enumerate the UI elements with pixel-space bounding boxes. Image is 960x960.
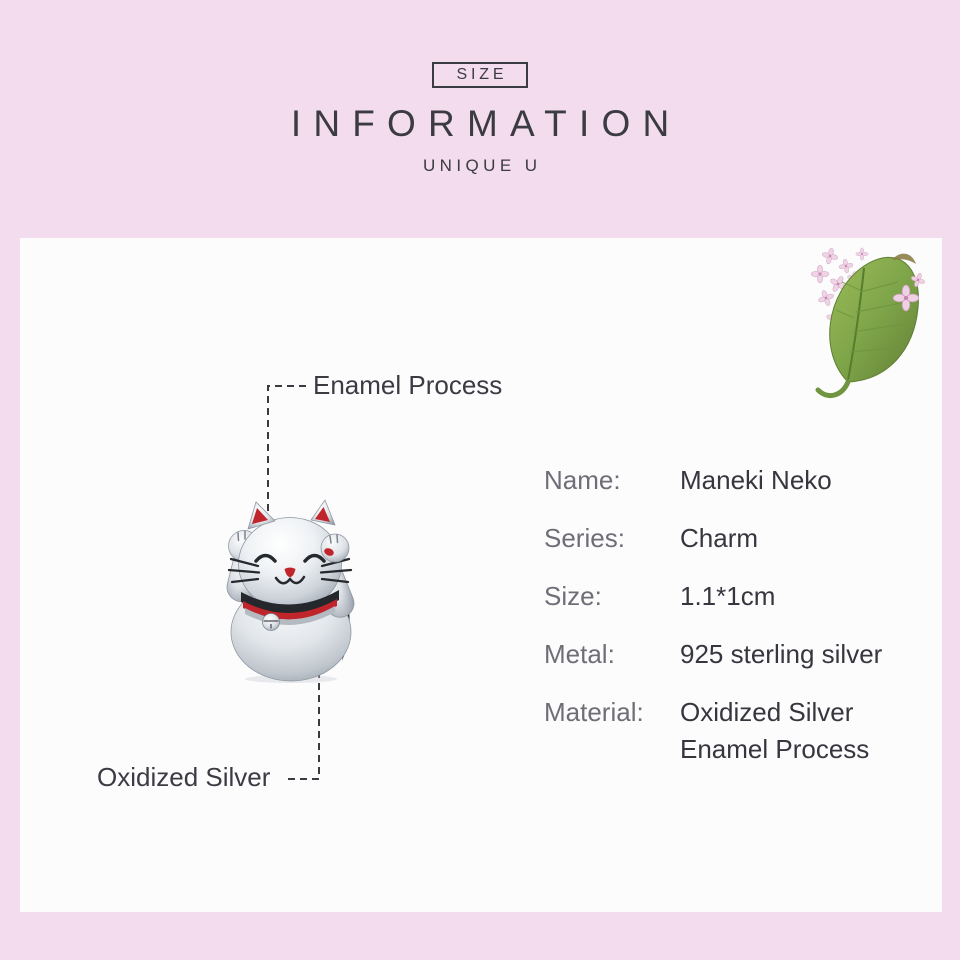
spec-value: 1.1*1cm <box>680 581 776 611</box>
spec-row-series <box>544 525 924 552</box>
spec-value-line1: Oxidized Silver <box>680 697 854 727</box>
spec-row-metal <box>544 641 924 668</box>
spec-value-line2: Enamel Process <box>680 734 870 764</box>
spec-table <box>544 467 924 794</box>
spec-value: Charm <box>680 523 759 553</box>
product-card <box>20 238 942 912</box>
spec-value: 925 sterling silver <box>680 639 883 669</box>
enamel-leader-line <box>268 386 306 514</box>
spec-row-name <box>544 467 924 494</box>
enamel-process-label: Enamel Process <box>313 370 503 400</box>
spec-value <box>680 699 869 763</box>
size-badge <box>432 62 528 88</box>
spec-label: Name: <box>544 465 621 495</box>
maneki-neko-charm-image <box>216 496 368 684</box>
spec-label: Material: <box>544 697 644 727</box>
brand-subtitle: UNIQUE U <box>422 156 542 175</box>
size-badge-label: SIZE <box>456 66 508 83</box>
spec-value: Maneki Neko <box>680 465 832 495</box>
page-title: INFORMATION <box>290 103 682 144</box>
spec-label: Metal: <box>544 639 615 669</box>
spec-label: Size: <box>544 581 602 611</box>
spec-label: Series: <box>544 523 625 553</box>
spec-row-size <box>544 583 924 610</box>
spec-row-material <box>544 699 924 763</box>
cat-right-paw <box>321 534 349 562</box>
lilac-leaf-decoration-icon <box>800 240 926 402</box>
oxidized-silver-label: Oxidized Silver <box>97 762 271 792</box>
